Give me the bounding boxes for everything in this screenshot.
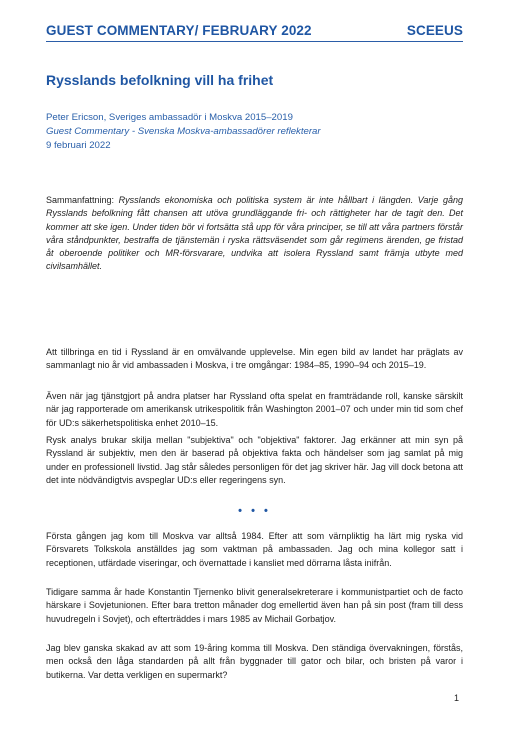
body-paragraph: Rysk analys brukar skilja mellan "subjektiva" och "objektiva" faktorer. Jag erkänner att min syn på Ryssland är subjektiv, men den är baserad på objektiva fakta och händelser som jag samlat på mig under en professionell livstid. Jag står således personligen för det jag skriver här. Jag vill dock betona att det inte nödvändigtvis avspeglar UD:s eller regeringens syn. (46, 435, 463, 485)
body-paragraph: Tidigare samma år hade Konstantin Tjernenko blivit generalsekreterare i kommunistpartiet och de facto härskare i Sovjetunionen. Efter bara tretton månader dog emellertid även han på sin post (fram till dess huvudregeln i Sovjet), och efterträddes i mars 1985 av Michail Gorbatjov. (46, 587, 463, 624)
header-series-label: GUEST COMMENTARY/ FEBRUARY 2022 (46, 23, 312, 38)
body-paragraph: Första gången jag kom till Moskva var alltså 1984. Efter att som värnpliktig ha lärt mig ryska vid Försvarets Tolkskola anställdes jag som vaktman på ambassaden. Jag och mina kollegor satt i receptionen, utfärdade viseringar, och övernattade i kansliet med dörrarna låsta inifrån. (46, 531, 463, 568)
page-number: 1 (453, 693, 459, 703)
summary-text: Rysslands ekonomiska och politiska system är inte hållbart i längden. Varje gång Rysslands befolkning fått chansen att utöva grundläggande fri- och rättigheter har de tagit den. Det kommer att ske igen. Under tiden bör vi fortsätta stå upp för våra principer, se till att våra partners förstår våra ståndpunkter, bestraffa de tjänstemän i ryska rättsväsendet som går regimens ärenden, ge fristad åt oberoende politiker och MR-försvarare, undvika att isolera Ryssland samt främja utbyte med civilsamhället. (46, 195, 463, 272)
document-title: Rysslands befolkning vill ha frihet (46, 72, 274, 88)
page-header (46, 18, 463, 42)
header-org-label: SCEEUS (406, 23, 463, 38)
section-separator: • • • (238, 505, 271, 517)
summary-lead: Sammanfattning: (46, 195, 115, 205)
summary-paragraph (46, 194, 463, 274)
body-paragraph: Jag blev ganska skakad av att som 19-åring komma till Moskva. Den ständiga övervakningen, förstås, men också den låga standarden på allt från byggnader till gator och bilar, och bristen på varor i butikerna. Var detta verkligen en supermarkt? (46, 643, 463, 680)
body-paragraph: Även när jag tjänstgjort på andra platser har Ryssland ofta spelat en framträdande roll, kanske särskilt när jag rapporterade om amerikansk utrikespolitik från Washington 2001–07 och under min tid som chef för UD:s säkerhetspolitiska enhet 2010–15. (46, 391, 463, 428)
byline (46, 111, 321, 153)
byline-date: 9 februari 2022 (46, 140, 111, 151)
body-paragraph: Att tillbringa en tid i Ryssland är en omvälvande upplevelse. Min egen bild av landet har präglats av sammanlagt nio år vid ambassaden i Moskva, i tre omgångar: 1984–85, 1990–94 och 2015–19. (46, 347, 463, 371)
byline-series: Guest Commentary - Svenska Moskva-ambassadörer reflekterar (46, 126, 321, 137)
byline-author: Peter Ericson, Sveriges ambassadör i Moskva 2015–2019 (46, 112, 293, 123)
